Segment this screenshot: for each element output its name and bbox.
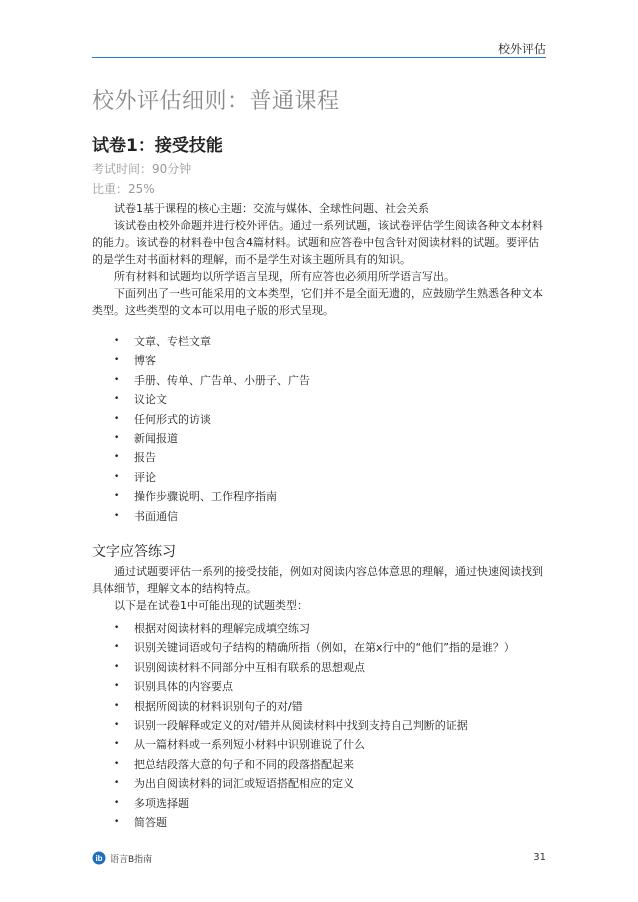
ib-logo-icon <box>92 851 106 865</box>
exam-time: 考试时间：90分钟 <box>92 162 192 176</box>
list-item: • 任何形式的访谈 <box>92 410 546 429</box>
paragraph: 试卷1基于课程的核心主题：交流与媒体、全球性问题、社会关系 <box>114 202 429 215</box>
list-item: • 书面通信 <box>92 507 546 526</box>
list-item: • 文章、专栏文章 <box>92 332 546 351</box>
list-item: • 评论 <box>92 468 546 487</box>
list-item: • 识别关键词语或句子结构的精确所指（例如，在第x行中的“他们”指的是谁？） <box>92 638 546 657</box>
list-item: • 为出自阅读材料的词汇或短语搭配相应的定义 <box>92 774 546 793</box>
list-item: • 识别一段解释或定义的对/错并从阅读材料中找到支持自己判断的证据 <box>92 716 546 735</box>
paragraph: 下面列出了一些可能采用的文本类型，它们并不是全面无遗的，应鼓励学生熟悉各种文本类型。这些类型的文本可以用电子版的形式呈现。 <box>92 287 543 317</box>
list-item: • 识别阅读材料不同部分中互相有联系的思想观点 <box>92 658 546 677</box>
footer-guide-name: 语言B指南 <box>110 855 153 865</box>
question-types-list <box>92 619 546 832</box>
weight: 比重：25% <box>92 182 155 196</box>
list-item: • 从一篇材料或一系列短小材料中识别谁说了什么 <box>92 735 546 754</box>
list-item: • 根据所阅读的材料识别句子的对/错 <box>92 697 546 716</box>
page-number: 31 <box>533 852 546 863</box>
list-item: • 议论文 <box>92 390 546 409</box>
list-item: • 报告 <box>92 448 546 467</box>
intro-block <box>92 200 546 319</box>
paragraph: 所有材料和试题均以所学语言呈现，所有应答也必须用所学语言写出。 <box>114 270 455 283</box>
svg-text:ib: ib <box>95 854 103 863</box>
list-item: • 根据对阅读材料的理解完成填空练习 <box>92 619 546 638</box>
paragraph: 以下是在试卷1中可能出现的试题类型： <box>114 599 308 612</box>
text-types-list <box>92 332 546 526</box>
sub-heading: 文字应答练习 <box>92 544 176 560</box>
list-item: • 多项选择题 <box>92 794 546 813</box>
header-divider <box>92 57 546 58</box>
list-item: • 简答题 <box>92 813 546 832</box>
page-title: 校外评估细则：普通课程 <box>92 89 340 114</box>
response-intro <box>92 563 546 614</box>
list-item: • 把总结段落大意的句子和不同的段落搭配起来 <box>92 755 546 774</box>
paragraph: 通过试题要评估一系列的接受技能，例如对阅读内容总体意思的理解，通过快速阅读找到具体细节，理解文本的结构特点。 <box>92 565 543 595</box>
list-item: • 博客 <box>92 351 546 370</box>
paragraph: 该试卷由校外命题并进行校外评估。通过一系列试题，该试卷评估学生阅读各种文本材料的能力。该试卷的材料卷中包含4篇材料。试题和应答卷中包含针对阅读材料的试题。要评估的是学生对书面材料的理解，而不是学生对该主题所具有的知识。 <box>92 219 543 266</box>
list-item: • 手册、传单、广告单、小册子、广告 <box>92 371 546 390</box>
section-title: 试卷1：接受技能 <box>92 136 223 156</box>
running-header: 校外评估 <box>497 42 546 56</box>
list-item: • 识别具体的内容要点 <box>92 677 546 696</box>
list-item: • 操作步骤说明、工作程序指南 <box>92 487 546 506</box>
list-item: • 新闻报道 <box>92 429 546 448</box>
